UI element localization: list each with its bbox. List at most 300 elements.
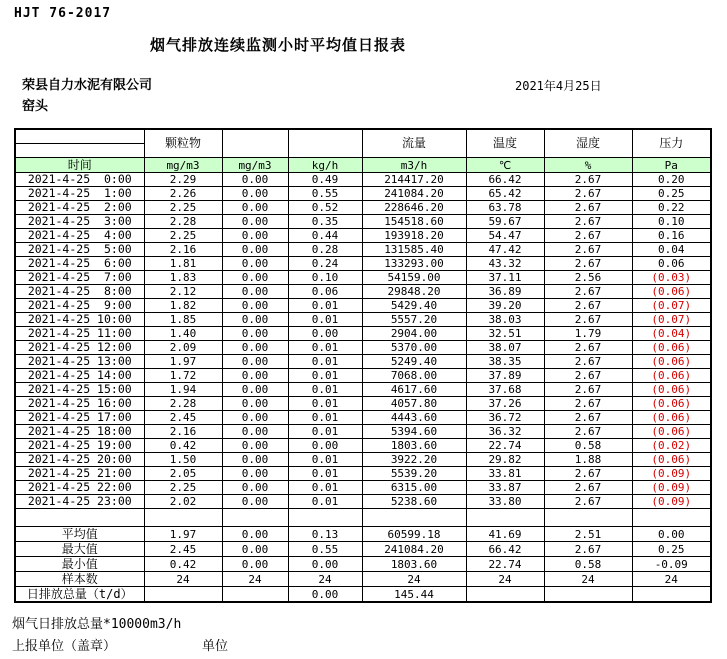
data-row: [15, 257, 711, 271]
cell-time: 2021-4-25 18:00: [15, 425, 144, 439]
cell-flow: 2904.00: [362, 327, 466, 341]
cell-time: 2021-4-25 4:00: [15, 229, 144, 243]
cell-pm-kgh: 0.00: [288, 587, 362, 603]
cell-pressure: (0.06): [632, 453, 711, 467]
cell-pm2-mgm3: 24: [222, 572, 288, 587]
cell-pm2-mgm3: [222, 587, 288, 603]
cell-time: 2021-4-25 14:00: [15, 369, 144, 383]
cell-temp: 33.81: [466, 467, 544, 481]
cell-pm-mgm3: [144, 587, 222, 603]
cell-flow: 5238.60: [362, 495, 466, 509]
cell-temp: 65.42: [466, 187, 544, 201]
cell-temp: 36.32: [466, 425, 544, 439]
cell-humidity: 0.58: [544, 439, 632, 453]
cell-pm-mgm3: 2.45: [144, 411, 222, 425]
cell-pressure: (0.06): [632, 425, 711, 439]
cell-pm-mgm3: 2.29: [144, 173, 222, 187]
cell-pm-kgh: 0.24: [288, 257, 362, 271]
cell-pm-kgh: 0.00: [288, 557, 362, 572]
cell-pm-mgm3: 1.72: [144, 369, 222, 383]
cell-time: 2021-4-25 21:00: [15, 467, 144, 481]
cell-pm-kgh: 0.44: [288, 229, 362, 243]
cell-pressure: (0.03): [632, 271, 711, 285]
cell-pressure: 0.20: [632, 173, 711, 187]
cell-pressure: (0.06): [632, 411, 711, 425]
cell-pressure: (0.04): [632, 327, 711, 341]
cell-pressure: 0.22: [632, 201, 711, 215]
cell-pm-mgm3: 1.81: [144, 257, 222, 271]
cell-flow: 4443.60: [362, 411, 466, 425]
cell-pm2-mgm3: 0.00: [222, 425, 288, 439]
cell-pm-mgm3: 2.28: [144, 215, 222, 229]
cell-humidity: 2.67: [544, 425, 632, 439]
total-flow-note: 烟气日排放总量*10000m3/h: [12, 617, 182, 632]
cell-pm-mgm3: 1.82: [144, 299, 222, 313]
cell-temp: 37.68: [466, 383, 544, 397]
cell-humidity: 2.67: [544, 229, 632, 243]
cell-flow: 154518.60: [362, 215, 466, 229]
cell-pm2-mgm3: 0.00: [222, 187, 288, 201]
cell-pressure: (0.06): [632, 397, 711, 411]
cell-pm-kgh: 0.01: [288, 467, 362, 481]
report-table: [14, 128, 712, 603]
unit-pm-mgm3: mg/m3: [144, 158, 222, 173]
data-row: [15, 355, 711, 369]
report-title: 烟气排放连续监测小时平均值日报表: [150, 36, 407, 54]
cell-pm2-mgm3: 0.00: [222, 299, 288, 313]
spacer-row: [15, 509, 711, 527]
cell-humidity: 1.79: [544, 327, 632, 341]
cell-time: 2021-4-25 20:00: [15, 453, 144, 467]
cell-pressure: 0.10: [632, 215, 711, 229]
cell-flow: 193918.20: [362, 229, 466, 243]
header-pressure: 压力: [632, 129, 711, 158]
cell-flow: 241084.20: [362, 187, 466, 201]
cell-pm-kgh: 0.52: [288, 201, 362, 215]
cell-pressure: 0.06: [632, 257, 711, 271]
cell-pm-kgh: 0.13: [288, 527, 362, 542]
cell-temp: 38.07: [466, 341, 544, 355]
cell-pressure: [632, 587, 711, 603]
cell-pressure: [632, 509, 711, 527]
cell-pressure: (0.07): [632, 313, 711, 327]
cell-temp: 41.69: [466, 527, 544, 542]
cell-pm2-mgm3: 0.00: [222, 173, 288, 187]
cell-pm2-mgm3: 0.00: [222, 355, 288, 369]
standard-code: HJT 76-2017: [14, 6, 112, 21]
cell-flow: 214417.20: [362, 173, 466, 187]
data-row: [15, 495, 711, 509]
data-row: [15, 229, 711, 243]
group-header-row: [15, 129, 711, 144]
cell-pm-kgh: 0.49: [288, 173, 362, 187]
cell-humidity: 2.67: [544, 383, 632, 397]
cell-temp: 47.42: [466, 243, 544, 257]
cell-time: 2021-4-25 11:00: [15, 327, 144, 341]
cell-flow: 6315.00: [362, 481, 466, 495]
cell-pm-mgm3: [144, 509, 222, 527]
cell-pm-mgm3: 1.85: [144, 313, 222, 327]
summary-row: [15, 527, 711, 542]
cell-pm-mgm3: 2.12: [144, 285, 222, 299]
cell-temp: 36.72: [466, 411, 544, 425]
report-org-label: 上报单位（盖章）: [12, 639, 117, 654]
cell-flow: 3922.20: [362, 453, 466, 467]
cell-pm-mgm3: 2.45: [144, 542, 222, 557]
cell-pm-mgm3: 2.16: [144, 425, 222, 439]
cell-pm2-mgm3: 0.00: [222, 453, 288, 467]
data-row: [15, 285, 711, 299]
data-row: [15, 313, 711, 327]
cell-temp: 66.42: [466, 542, 544, 557]
cell-flow: 60599.18: [362, 527, 466, 542]
cell-flow: 7068.00: [362, 369, 466, 383]
monitoring-point: 窑头: [22, 99, 49, 114]
cell-pm-mgm3: 1.97: [144, 527, 222, 542]
data-row: [15, 327, 711, 341]
unit-header-row: [15, 158, 711, 173]
cell-flow: 131585.40: [362, 243, 466, 257]
cell-pm2-mgm3: 0.00: [222, 411, 288, 425]
cell-time: 2021-4-25 0:00: [15, 173, 144, 187]
data-row: [15, 341, 711, 355]
cell-pm-kgh: 24: [288, 572, 362, 587]
cell-pressure: 0.04: [632, 243, 711, 257]
cell-pm2-mgm3: 0.00: [222, 495, 288, 509]
cell-temp: 24: [466, 572, 544, 587]
cell-pm2-mgm3: 0.00: [222, 257, 288, 271]
cell-pm2-mgm3: 0.00: [222, 527, 288, 542]
cell-pm-kgh: 0.01: [288, 495, 362, 509]
cell-pressure: (0.06): [632, 355, 711, 369]
cell-humidity: 2.67: [544, 397, 632, 411]
cell-temp: 59.67: [466, 215, 544, 229]
cell-pressure: (0.06): [632, 369, 711, 383]
cell-pm-kgh: 0.01: [288, 481, 362, 495]
cell-temp: [466, 587, 544, 603]
cell-temp: 36.89: [466, 285, 544, 299]
cell-pm-mgm3: 2.26: [144, 187, 222, 201]
cell-pressure: 0.00: [632, 527, 711, 542]
cell-flow: 54159.00: [362, 271, 466, 285]
unit-flow: m3/h: [362, 158, 466, 173]
cell-humidity: 2.67: [544, 257, 632, 271]
cell-temp: 32.51: [466, 327, 544, 341]
cell-pm-kgh: 0.55: [288, 542, 362, 557]
cell-time: 2021-4-25 12:00: [15, 341, 144, 355]
cell-pressure: 0.25: [632, 542, 711, 557]
cell-pressure: (0.09): [632, 481, 711, 495]
cell-humidity: 2.67: [544, 215, 632, 229]
cell-time: 最小值: [15, 557, 144, 572]
data-row: [15, 481, 711, 495]
cell-pm2-mgm3: 0.00: [222, 285, 288, 299]
header-particulate: 颗粒物: [144, 129, 222, 158]
cell-temp: 43.32: [466, 257, 544, 271]
cell-time: 2021-4-25 16:00: [15, 397, 144, 411]
summary-row: [15, 557, 711, 572]
cell-humidity: 2.67: [544, 187, 632, 201]
cell-humidity: 0.58: [544, 557, 632, 572]
cell-flow: [362, 509, 466, 527]
cell-pm-kgh: 0.01: [288, 397, 362, 411]
cell-time: 2021-4-25 22:00: [15, 481, 144, 495]
cell-time: 2021-4-25 10:00: [15, 313, 144, 327]
cell-humidity: 2.67: [544, 542, 632, 557]
cell-flow: 5370.00: [362, 341, 466, 355]
cell-humidity: 2.67: [544, 411, 632, 425]
cell-humidity: [544, 587, 632, 603]
summary-row: [15, 572, 711, 587]
cell-pm-mgm3: 0.42: [144, 439, 222, 453]
data-row: [15, 173, 711, 187]
cell-pm-mgm3: 2.25: [144, 229, 222, 243]
cell-flow: 5539.20: [362, 467, 466, 481]
cell-temp: 63.78: [466, 201, 544, 215]
cell-pm-mgm3: 0.42: [144, 557, 222, 572]
cell-pm-kgh: 0.35: [288, 215, 362, 229]
cell-humidity: 2.51: [544, 527, 632, 542]
cell-pm-mgm3: 1.97: [144, 355, 222, 369]
cell-flow: 5394.60: [362, 425, 466, 439]
cell-time: 2021-4-25 15:00: [15, 383, 144, 397]
cell-humidity: 2.67: [544, 355, 632, 369]
cell-humidity: 2.67: [544, 173, 632, 187]
cell-pm-kgh: 0.01: [288, 369, 362, 383]
cell-temp: 38.03: [466, 313, 544, 327]
unit-humidity: %: [544, 158, 632, 173]
data-row: [15, 243, 711, 257]
cell-temp: 37.11: [466, 271, 544, 285]
cell-pm-kgh: 0.55: [288, 187, 362, 201]
cell-temp: 33.80: [466, 495, 544, 509]
cell-pm-mgm3: 1.83: [144, 271, 222, 285]
report-info: [22, 75, 727, 117]
cell-time: 最大值: [15, 542, 144, 557]
header-flow: 流量: [362, 129, 466, 158]
cell-pressure: 0.25: [632, 187, 711, 201]
cell-pm2-mgm3: 0.00: [222, 383, 288, 397]
cell-time: 2021-4-25 19:00: [15, 439, 144, 453]
cell-pm2-mgm3: 0.00: [222, 542, 288, 557]
company-name: 荣县自力水泥有限公司: [22, 78, 153, 93]
cell-time: 2021-4-25 2:00: [15, 201, 144, 215]
unit-time: 时间: [15, 158, 144, 173]
cell-pm-mgm3: 2.25: [144, 481, 222, 495]
cell-time: 2021-4-25 13:00: [15, 355, 144, 369]
cell-pm-mgm3: 1.50: [144, 453, 222, 467]
cell-flow: 145.44: [362, 587, 466, 603]
cell-time: 日排放总量（t/d）: [15, 587, 144, 603]
cell-pm-kgh: [288, 509, 362, 527]
header-blank-2: [288, 129, 362, 158]
cell-pressure: (0.09): [632, 495, 711, 509]
data-row: [15, 369, 711, 383]
cell-pm2-mgm3: 0.00: [222, 369, 288, 383]
cell-flow: 5557.20: [362, 313, 466, 327]
cell-humidity: 2.67: [544, 467, 632, 481]
cell-time: 2021-4-25 5:00: [15, 243, 144, 257]
cell-pm2-mgm3: 0.00: [222, 271, 288, 285]
cell-time: 2021-4-25 17:00: [15, 411, 144, 425]
data-row: [15, 271, 711, 285]
cell-pm-kgh: 0.01: [288, 383, 362, 397]
cell-humidity: 2.67: [544, 481, 632, 495]
cell-pm2-mgm3: 0.00: [222, 229, 288, 243]
unit-pm-kgh: kg/h: [288, 158, 362, 173]
cell-flow: 5249.40: [362, 355, 466, 369]
unit-label: 单位: [202, 639, 229, 654]
cell-pm2-mgm3: 0.00: [222, 467, 288, 481]
data-row: [15, 187, 711, 201]
cell-pm-mgm3: 24: [144, 572, 222, 587]
cell-flow: 1803.60: [362, 557, 466, 572]
cell-time: 2021-4-25 8:00: [15, 285, 144, 299]
cell-pm2-mgm3: 0.00: [222, 397, 288, 411]
cell-temp: 38.35: [466, 355, 544, 369]
cell-pm-kgh: 0.00: [288, 327, 362, 341]
cell-pressure: (0.09): [632, 467, 711, 481]
cell-humidity: 2.67: [544, 341, 632, 355]
data-row: [15, 299, 711, 313]
cell-pm-kgh: 0.06: [288, 285, 362, 299]
unit-pm2-mgm3: mg/m3: [222, 158, 288, 173]
cell-humidity: 2.67: [544, 243, 632, 257]
cell-temp: 37.26: [466, 397, 544, 411]
cell-pm-mgm3: 2.16: [144, 243, 222, 257]
cell-pm-kgh: 0.10: [288, 271, 362, 285]
cell-time: 2021-4-25 6:00: [15, 257, 144, 271]
cell-pm2-mgm3: 0.00: [222, 243, 288, 257]
cell-pm-kgh: 0.00: [288, 439, 362, 453]
cell-pressure: (0.06): [632, 383, 711, 397]
cell-pm2-mgm3: 0.00: [222, 215, 288, 229]
summary-row: [15, 587, 711, 603]
cell-pm-kgh: 0.01: [288, 299, 362, 313]
cell-flow: 5429.40: [362, 299, 466, 313]
cell-humidity: 2.67: [544, 299, 632, 313]
data-row: [15, 215, 711, 229]
data-row: [15, 453, 711, 467]
cell-pm-mgm3: 2.02: [144, 495, 222, 509]
cell-pm-kgh: 0.01: [288, 411, 362, 425]
report-date: 2021年4月25日: [515, 79, 602, 93]
cell-pm2-mgm3: [222, 509, 288, 527]
header-blank-1: [222, 129, 288, 158]
cell-temp: 66.42: [466, 173, 544, 187]
cell-pm-mgm3: 2.05: [144, 467, 222, 481]
cell-humidity: 2.56: [544, 271, 632, 285]
cell-flow: 133293.00: [362, 257, 466, 271]
cell-flow: 1803.60: [362, 439, 466, 453]
cell-temp: 33.87: [466, 481, 544, 495]
cell-pm-mgm3: 1.40: [144, 327, 222, 341]
cell-pressure: -0.09: [632, 557, 711, 572]
cell-flow: 29848.20: [362, 285, 466, 299]
org-block: [22, 75, 515, 117]
cell-time: 2021-4-25 23:00: [15, 495, 144, 509]
data-row: [15, 201, 711, 215]
cell-humidity: 2.67: [544, 369, 632, 383]
cell-pm2-mgm3: 0.00: [222, 557, 288, 572]
cell-pm2-mgm3: 0.00: [222, 439, 288, 453]
data-row: [15, 467, 711, 481]
cell-temp: 39.20: [466, 299, 544, 313]
cell-pressure: (0.06): [632, 341, 711, 355]
cell-flow: 24: [362, 572, 466, 587]
header-temperature: 温度: [466, 129, 544, 158]
cell-pm-mgm3: 1.94: [144, 383, 222, 397]
cell-humidity: 1.88: [544, 453, 632, 467]
cell-pressure: (0.02): [632, 439, 711, 453]
cell-pm-kgh: 0.01: [288, 341, 362, 355]
cell-pm2-mgm3: 0.00: [222, 201, 288, 215]
cell-time: [15, 509, 144, 527]
cell-pm2-mgm3: 0.00: [222, 327, 288, 341]
cell-time: 2021-4-25 7:00: [15, 271, 144, 285]
cell-humidity: 2.67: [544, 285, 632, 299]
cell-humidity: [544, 509, 632, 527]
cell-flow: 4617.60: [362, 383, 466, 397]
cell-pm-kgh: 0.28: [288, 243, 362, 257]
cell-pressure: 0.16: [632, 229, 711, 243]
cell-pm-mgm3: 2.25: [144, 201, 222, 215]
data-row: [15, 439, 711, 453]
header-corner-top: [15, 129, 144, 144]
cell-pressure: (0.07): [632, 299, 711, 313]
cell-flow: 4057.80: [362, 397, 466, 411]
cell-pm-kgh: 0.01: [288, 355, 362, 369]
cell-pm-mgm3: 2.28: [144, 397, 222, 411]
cell-humidity: 2.67: [544, 495, 632, 509]
summary-row: [15, 542, 711, 557]
cell-pm2-mgm3: 0.00: [222, 313, 288, 327]
cell-temp: 37.89: [466, 369, 544, 383]
cell-pm-kgh: 0.01: [288, 425, 362, 439]
cell-time: 2021-4-25 9:00: [15, 299, 144, 313]
signature-row: [12, 635, 727, 654]
cell-pm2-mgm3: 0.00: [222, 481, 288, 495]
header-corner-bottom: [15, 144, 144, 158]
cell-pm-mgm3: 2.09: [144, 341, 222, 355]
cell-time: 2021-4-25 3:00: [15, 215, 144, 229]
cell-time: 平均值: [15, 527, 144, 542]
cell-temp: 54.47: [466, 229, 544, 243]
cell-pressure: (0.06): [632, 285, 711, 299]
cell-humidity: 24: [544, 572, 632, 587]
cell-pm-kgh: 0.01: [288, 453, 362, 467]
data-row: [15, 397, 711, 411]
cell-temp: [466, 509, 544, 527]
data-row: [15, 411, 711, 425]
cell-time: 样本数: [15, 572, 144, 587]
unit-pressure: Pa: [632, 158, 711, 173]
header-humidity: 湿度: [544, 129, 632, 158]
cell-time: 2021-4-25 1:00: [15, 187, 144, 201]
cell-humidity: 2.67: [544, 201, 632, 215]
cell-flow: 241084.20: [362, 542, 466, 557]
data-row: [15, 425, 711, 439]
cell-temp: 29.82: [466, 453, 544, 467]
cell-temp: 22.74: [466, 439, 544, 453]
cell-temp: 22.74: [466, 557, 544, 572]
cell-pm-kgh: 0.01: [288, 313, 362, 327]
unit-temp: ℃: [466, 158, 544, 173]
cell-pressure: 24: [632, 572, 711, 587]
cell-humidity: 2.67: [544, 313, 632, 327]
cell-flow: 228646.20: [362, 201, 466, 215]
cell-pm2-mgm3: 0.00: [222, 341, 288, 355]
